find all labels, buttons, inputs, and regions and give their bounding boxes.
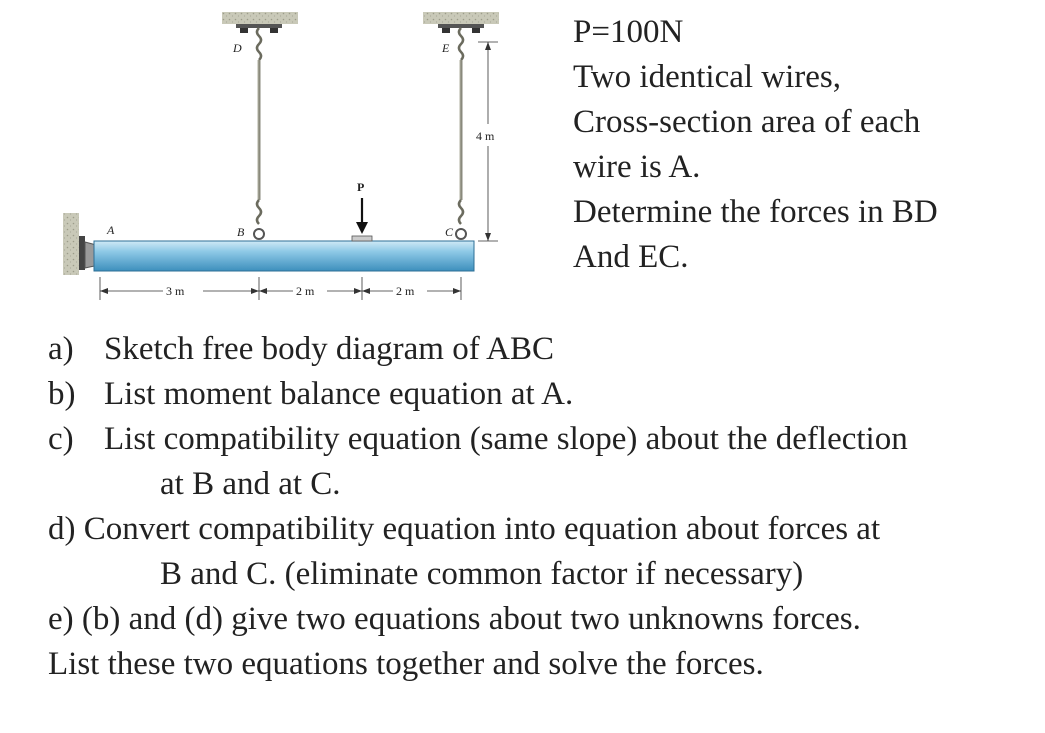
given-line-2: Two identical wires, xyxy=(573,59,842,95)
label-d: D xyxy=(233,41,242,55)
wire-bd xyxy=(254,28,264,239)
question-b-tag: b) xyxy=(48,376,76,412)
load-p xyxy=(352,198,372,241)
dim-bp: 2 m xyxy=(296,284,315,298)
question-d-continuation: B and C. (eliminate common factor if necessary) xyxy=(160,556,804,592)
question-a xyxy=(48,327,1038,372)
question-c xyxy=(48,417,1038,462)
dim-height: 4 m xyxy=(476,129,495,143)
label-a: A xyxy=(107,223,115,237)
question-c-text: List compatibility equation (same slope) about the deflection xyxy=(104,421,908,457)
question-list xyxy=(48,327,1038,687)
label-p: P xyxy=(357,180,365,194)
question-c-tag: c) xyxy=(48,421,74,457)
question-e-continuation: List these two equations together and solve the forces. xyxy=(48,646,764,682)
dim-pc: 2 m xyxy=(396,284,415,298)
question-e: e) (b) and (d) give two equations about two unknowns forces. xyxy=(48,601,861,637)
question-c-continuation: at B and at C. xyxy=(160,466,341,502)
question-b xyxy=(48,372,1038,417)
question-a-tag: a) xyxy=(48,331,74,367)
question-b-text: List moment balance equation at A. xyxy=(104,376,574,412)
given-line-6: And EC. xyxy=(573,239,689,275)
beam-wire-diagram xyxy=(0,0,560,320)
given-line-4: wire is A. xyxy=(573,149,701,185)
question-d: d) Convert compatibility equation into equation about forces at xyxy=(48,511,881,547)
ceiling-support-d xyxy=(222,12,298,33)
label-c: C xyxy=(445,225,454,239)
given-line-5: Determine the forces in BD xyxy=(573,194,938,230)
wire-ec xyxy=(456,28,466,239)
beam-abc xyxy=(94,241,474,271)
question-a-text: Sketch free body diagram of ABC xyxy=(104,331,554,367)
given-data xyxy=(573,10,938,280)
dim-ab: 3 m xyxy=(166,284,185,298)
given-load: P=100N xyxy=(573,14,684,50)
given-line-3: Cross-section area of each xyxy=(573,104,921,140)
label-e: E xyxy=(442,41,450,55)
label-b: B xyxy=(237,225,245,239)
